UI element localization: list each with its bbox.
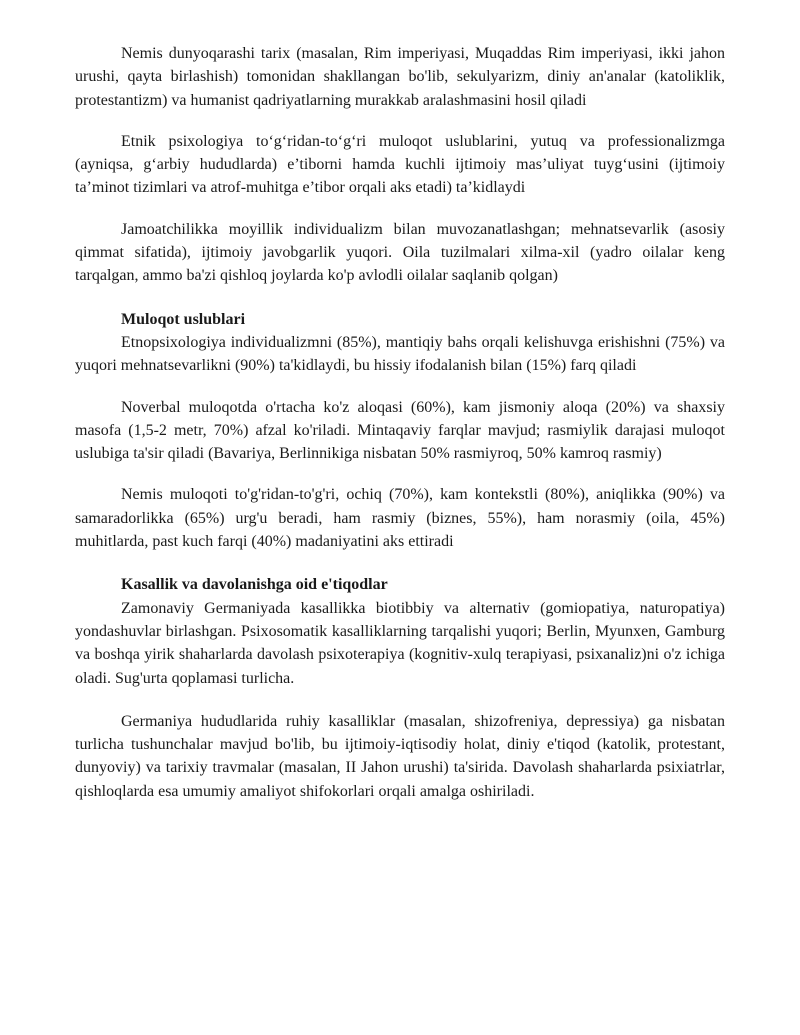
document-page xyxy=(75,42,725,803)
paragraph-mental-illness: Germaniya hududlarida ruhiy kasalliklar (masalan, shizofreniya, depressiya) ga nisbatan turlicha tushunchalar mavjud bo'lib, bu ijtimoiy-iqtisodiy holat, diniy e'tiqod (katolik, protestant, dunyoviy) va tarixiy travmalar (masalan, II Jahon urushi) ta'sirida. Davolash shaharlarda psixiatrlar, qishloqlarda esa umumiy amaliyot shifokorlari orqali amalga oshiriladi. xyxy=(75,712,725,800)
paragraph-worldview: Nemis dunyoqarashi tarix (masalan, Rim imperiyasi, Muqaddas Rim imperiyasi, ikki jahon urushi, qayta birlashish) tomonidan shakllangan bo'lib, sekulyarizm, diniy an'analar (katoliklik, protestantizm) va humanist qadriyatlarning murakkab aralashmasini hosil qiladi xyxy=(75,45,725,109)
paragraph-german-communication: Nemis muloqoti to'g'ridan-to'g'ri, ochiq (70%), kam kontekstli (80%), aniqlikka (90%) va samaradorlikka (65%) urg'u beradi, ham rasmiy (biznes, 55%), ham norasmiy (oila, 45%) muhitlarda, past kuch farqi (40%) madaniyatini aks ettiradi xyxy=(75,486,725,551)
paragraph-modern-germany: Zamonaviy Germaniyada kasallikka biotibbiy va alternativ (gomiopatiya, naturopatiya) yondashuvlar birlashgan. Psixosomatik kasalliklarning tarqalishi yuqori; Berlin, Myunxen, Gamburg va boshqa yirik shaharlarda davolash psixoterapiya (kognitiv-xulq terapiyasi, psixanaliz)ni o'z ichiga oladi. Sug'urta qoplamasi turlicha. xyxy=(75,599,725,687)
heading-illness-beliefs: Kasallik va davolanishga oid e'tiqodlar xyxy=(121,576,388,594)
heading-communication-styles: Muloqot uslublari xyxy=(121,310,246,328)
paragraph-ethnopsychology: Etnopsixologiya individualizmni (85%), mantiqiy bahs orqali kelishuvga erishishni (75%) va yuqori mehnatsevarlikni (90%) ta'kidlaydi, bu hissiy ifodalanish bilan (15%) farq qiladi xyxy=(75,333,725,375)
paragraph-collectivism: Jamoatchilikka moyillik individualizm bilan muvozanatlashgan; mehnatsevarlik (asosiy qimmat sifatida), ijtimoiy javobgarlik yuqori. Oila tuzilmalari xilma-xil (yadro oilalar keng tarqalgan, ammo ba'zi qishloq joylarda ko'p avlodli oilalar saqlanib qolgan) xyxy=(75,220,725,285)
paragraph-nonverbal: Noverbal muloqotda o'rtacha ko'z aloqasi (60%), kam jismoniy aloqa (20%) va shaxsiy masofa (1,5-2 metr, 70%) afzal ko'riladi. Mintaqaviy farqlar mavjud; rasmiylik darajasi muloqot uslubiga ta'sir qiladi (Bavariya, Berlinnikiga nisbatan 50% rasmiyroq, 50% kamroq rasmiy) xyxy=(75,398,725,463)
paragraph-ethnic-psychology: Etnik psixologiya to‘g‘ridan-to‘g‘ri muloqot uslublarini, yutuq va professionalizmga (ayniqsa, g‘arbiy hududlarda) e’tiborni hamda kuchli ijtimoiy mas’uliyat tuyg‘usini (ijtimoiy ta’minot tizimlari va atrof-muhitga e’tibor orqali aks etadi) ta’kidlaydi xyxy=(75,132,725,197)
